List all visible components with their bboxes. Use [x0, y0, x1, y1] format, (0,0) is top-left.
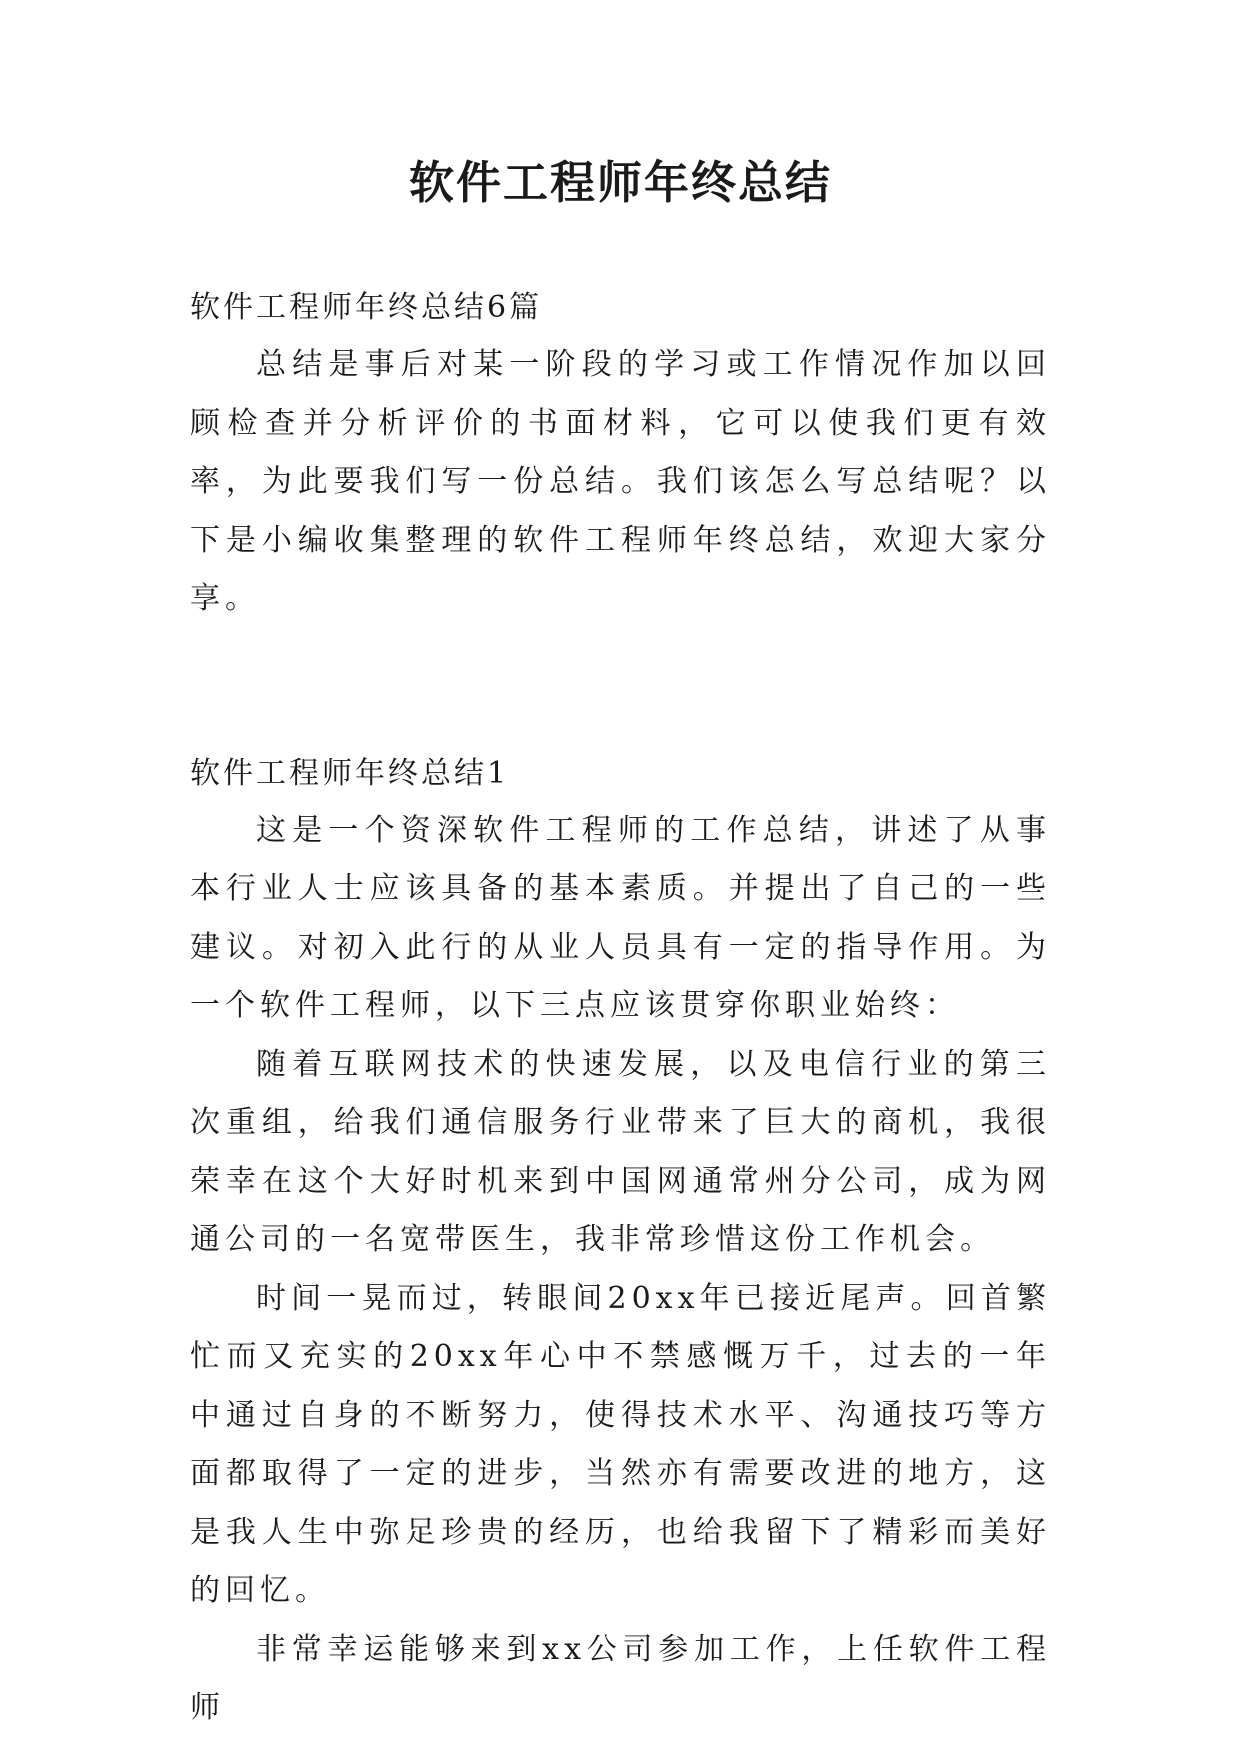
section1-paragraph: 非常幸运能够来到xx公司参加工作，上任软件工程师 [190, 1631, 1051, 1725]
document-title: 软件工程师年终总结 [408, 156, 832, 209]
intro-heading: 软件工程师年终总结6篇 [190, 290, 543, 325]
section1-paragraph: 时间一晃而过，转眼间20xx年已接近尾声。回首繁忙而又充实的20xx年心中不禁感慨万千，过去的一年中通过自身的不断努力，使得技术水平、沟通技巧等方面都取得了一定的进步，当然亦有需要改进的地方，这是我人生中弥足珍贵的经历，也给我留下了精彩而美好的回忆。 [190, 1280, 1051, 1608]
section1-paragraph: 随着互联网技术的快速发展，以及电信行业的第三次重组，给我们通信服务行业带来了巨大的商机，我很荣幸在这个大好时机来到中国网通常州分公司，成为网通公司的一名宽带医生，我非常珍惜这份工作机会。 [190, 1046, 1051, 1257]
intro-paragraph: 总结是事后对某一阶段的学习或工作情况作加以回顾检查并分析评价的书面材料，它可以使我们更有效率，为此要我们写一份总结。我们该怎么写总结呢？以下是小编收集整理的软件工程师年终总结，欢迎大家分享。 [190, 347, 1051, 616]
section-spacer [190, 629, 1051, 746]
section1-paragraph: 这是一个资深软件工程师的工作总结，讲述了从事本行业人士应该具备的基本素质。并提出了自己的一些建议。对初入此行的从业人员具有一定的指导作用。为一个软件工程师，以下三点应该贯穿你职业始终： [190, 812, 1051, 1023]
section1-heading: 软件工程师年终总结1 [190, 755, 510, 791]
